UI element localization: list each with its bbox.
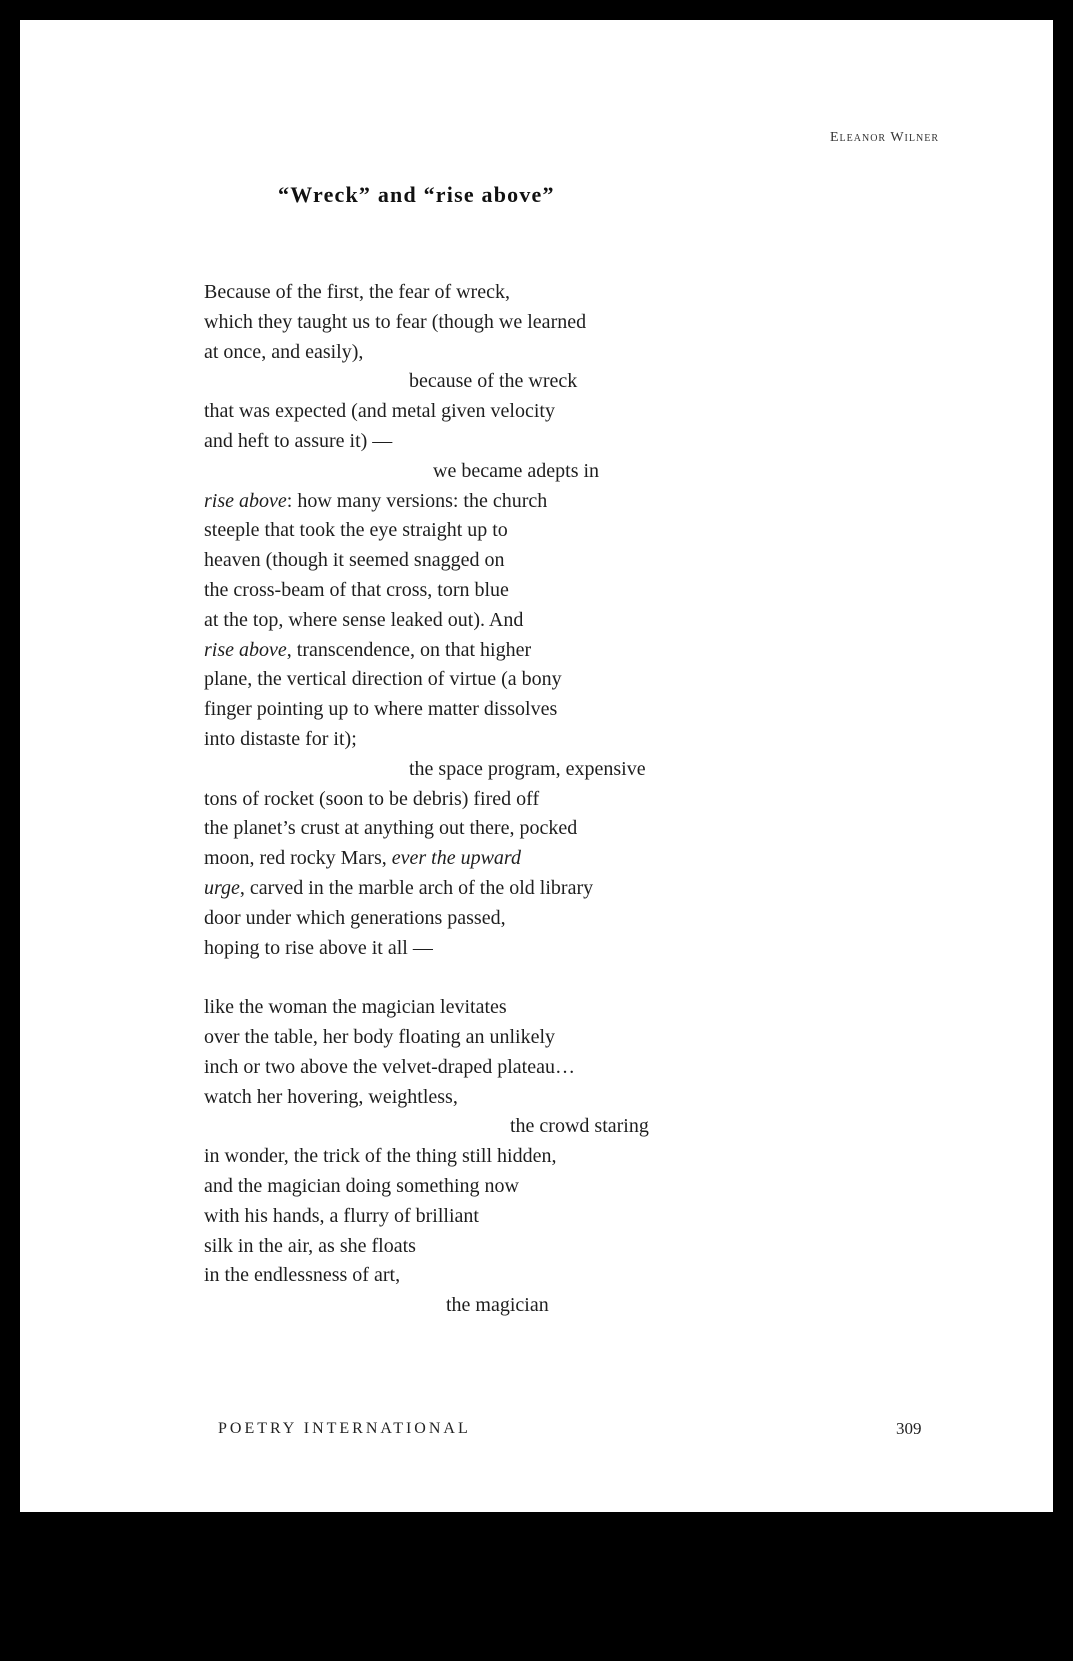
poem-italic-phrase: rise above (204, 489, 287, 512)
poem-line: with his hands, a flurry of brilliant (204, 1204, 479, 1227)
poem-line: watch her hovering, weightless, (204, 1085, 458, 1108)
poem-line: at once, and easily), (204, 340, 364, 363)
poem-line: which they taught us to fear (though we learned (204, 310, 587, 333)
poem-line: steeple that took the eye straight up to (204, 519, 508, 542)
running-head-author: Eleanor Wilner (829, 130, 939, 145)
poem-line: tons of rocket (soon to be debris) fired off (204, 787, 540, 810)
poem-title: “Wreck” and “rise above” (278, 182, 555, 207)
poem-line: into distaste for it); (204, 727, 357, 750)
page-number: 309 (896, 1419, 922, 1438)
footer-journal-name: POETRY INTERNATIONAL (218, 1420, 471, 1437)
poem-line: hoping to rise above it all — (204, 936, 433, 959)
poem-line-text: : how many versions: the church (286, 489, 548, 512)
poem-line: and heft to assure it) — (204, 429, 393, 452)
poem-line: door under which generations passed, (204, 906, 506, 929)
poem-line: Because of the first, the fear of wreck, (204, 281, 510, 303)
poem-line: finger pointing up to where matter dissolves (204, 698, 558, 721)
poem-line: like the woman the magician levitates (204, 996, 507, 1019)
poem-italic-phrase: ever the upward (391, 847, 521, 870)
poem-line: heaven (though it seemed snagged on (204, 549, 505, 572)
poem-line: that was expected (and metal given velocity (204, 400, 555, 423)
poem-line (204, 874, 804, 904)
poem-line: we became adepts in (433, 459, 600, 482)
poem-line-text: moon, red rocky Mars, (204, 847, 392, 870)
poem-line: inch or two above the velvet-draped plateau… (204, 1055, 575, 1078)
poem-line (204, 487, 804, 517)
poem-line: the space program, expensive (409, 757, 646, 780)
poem-line: because of the wreck (409, 370, 578, 393)
poem-line: over the table, her body floating an unlikely (204, 1025, 556, 1048)
poem-italic-phrase: rise above (204, 638, 287, 661)
poem-line (204, 844, 804, 874)
book-page (20, 20, 1053, 1512)
stanza-break (204, 963, 804, 993)
poem-line-text: , carved in the marble arch of the old library (239, 876, 594, 899)
poem-line: the planet’s crust at anything out there, pocked (204, 817, 578, 840)
poem-line: plane, the vertical direction of virtue (a bony (204, 668, 562, 691)
poem-line: the crowd staring (510, 1115, 649, 1138)
poem-line (204, 636, 804, 666)
poem-italic-phrase: urge (204, 876, 240, 899)
poem-line: the magician (446, 1294, 549, 1317)
poem-line-text: , transcendence, on that higher (286, 638, 532, 661)
poem-line: and the magician doing something now (204, 1174, 519, 1197)
poem-line: silk in the air, as she floats (204, 1234, 416, 1257)
poem-body (204, 278, 804, 1321)
poem-line: in wonder, the trick of the thing still hidden, (204, 1145, 557, 1168)
poem-line: at the top, where sense leaked out). And (204, 608, 524, 631)
poem-line: the cross-beam of that cross, torn blue (204, 578, 509, 601)
poem-line: in the endlessness of art, (204, 1264, 401, 1287)
